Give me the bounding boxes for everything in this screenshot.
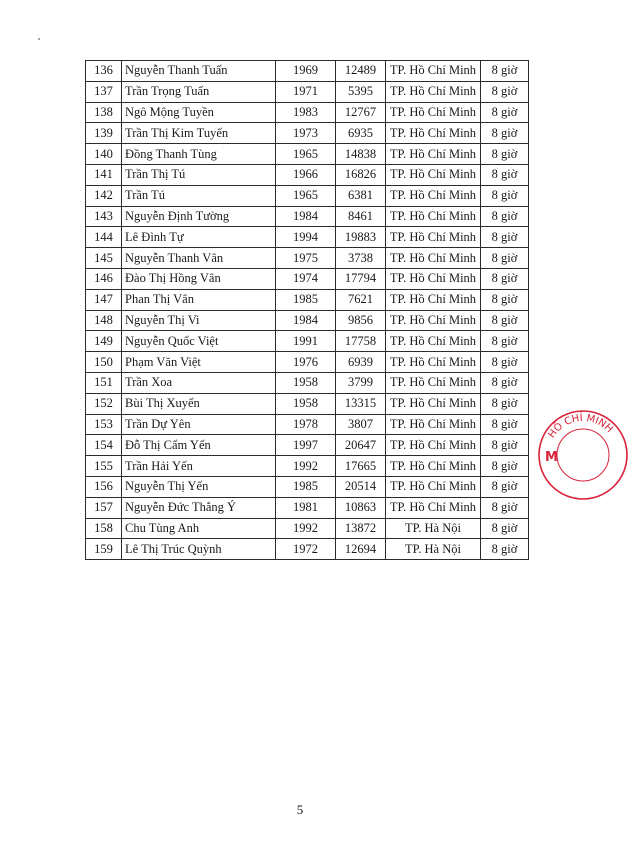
cell-hours: 8 giờ — [481, 206, 529, 227]
cell-name: Bùi Thị Xuyến — [122, 393, 276, 414]
cell-stt: 154 — [86, 435, 122, 456]
cell-name: Nguyễn Thị Yến — [122, 476, 276, 497]
table-row — [86, 435, 529, 456]
cell-birth-year: 1969 — [276, 61, 336, 82]
cell-number: 6381 — [336, 185, 386, 206]
table-row — [86, 248, 529, 269]
cell-number: 13872 — [336, 518, 386, 539]
table-row — [86, 539, 529, 560]
cell-birth-year: 1976 — [276, 352, 336, 373]
cell-city: TP. Hồ Chí Minh — [386, 497, 481, 518]
cell-number: 3799 — [336, 372, 386, 393]
table-row — [86, 497, 529, 518]
red-seal-stamp — [533, 405, 633, 505]
cell-name: Trần Thị Tú — [122, 164, 276, 185]
cell-birth-year: 1991 — [276, 331, 336, 352]
cell-birth-year: 1985 — [276, 289, 336, 310]
cell-hours: 8 giờ — [481, 352, 529, 373]
seal-ring-text: HỒ CHÍ MINH — [546, 412, 615, 441]
cell-number: 16826 — [336, 164, 386, 185]
svg-text:HỒ CHÍ MINH — [546, 411, 614, 440]
table-row — [86, 102, 529, 123]
cell-hours: 8 giờ — [481, 81, 529, 102]
cell-stt: 144 — [86, 227, 122, 248]
cell-stt: 142 — [86, 185, 122, 206]
cell-hours: 8 giờ — [481, 164, 529, 185]
cell-city: TP. Hồ Chí Minh — [386, 352, 481, 373]
cell-name: Nguyễn Quốc Việt — [122, 331, 276, 352]
cell-hours: 8 giờ — [481, 497, 529, 518]
cell-name: Phan Thị Vân — [122, 289, 276, 310]
cell-city: TP. Hồ Chí Minh — [386, 476, 481, 497]
seal-letter: M — [545, 450, 558, 465]
cell-hours: 8 giờ — [481, 518, 529, 539]
cell-name: Lê Đình Tự — [122, 227, 276, 248]
cell-number: 17665 — [336, 456, 386, 477]
cell-name: Nguyễn Thanh Vân — [122, 248, 276, 269]
cell-name: Chu Tùng Anh — [122, 518, 276, 539]
cell-hours: 8 giờ — [481, 144, 529, 165]
cell-number: 5395 — [336, 81, 386, 102]
cell-name: Phạm Văn Việt — [122, 352, 276, 373]
cell-hours: 8 giờ — [481, 310, 529, 331]
table-row — [86, 331, 529, 352]
cell-hours: 8 giờ — [481, 227, 529, 248]
cell-stt: 136 — [86, 61, 122, 82]
cell-stt: 157 — [86, 497, 122, 518]
table-row — [86, 123, 529, 144]
cell-name: Trần Tú — [122, 185, 276, 206]
cell-city: TP. Hồ Chí Minh — [386, 331, 481, 352]
table-row — [86, 268, 529, 289]
cell-stt: 159 — [86, 539, 122, 560]
table-row — [86, 372, 529, 393]
cell-stt: 139 — [86, 123, 122, 144]
cell-stt: 148 — [86, 310, 122, 331]
cell-stt: 155 — [86, 456, 122, 477]
cell-stt: 138 — [86, 102, 122, 123]
cell-number: 10863 — [336, 497, 386, 518]
cell-hours: 8 giờ — [481, 435, 529, 456]
cell-stt: 153 — [86, 414, 122, 435]
cell-number: 12694 — [336, 539, 386, 560]
table-row — [86, 144, 529, 165]
cell-birth-year: 1984 — [276, 206, 336, 227]
table-row — [86, 185, 529, 206]
cell-number: 12489 — [336, 61, 386, 82]
cell-birth-year: 1974 — [276, 268, 336, 289]
page-number: 5 — [296, 802, 304, 817]
cell-birth-year: 1978 — [276, 414, 336, 435]
cell-name: Nguyễn Thanh Tuấn — [122, 61, 276, 82]
cell-hours: 8 giờ — [481, 331, 529, 352]
cell-birth-year: 1975 — [276, 248, 336, 269]
cell-number: 20514 — [336, 476, 386, 497]
table-row — [86, 456, 529, 477]
cell-hours: 8 giờ — [481, 539, 529, 560]
cell-hours: 8 giờ — [481, 372, 529, 393]
cell-city: TP. Hồ Chí Minh — [386, 61, 481, 82]
cell-city: TP. Hồ Chí Minh — [386, 144, 481, 165]
table-row — [86, 227, 529, 248]
cell-birth-year: 1985 — [276, 476, 336, 497]
cell-birth-year: 1983 — [276, 102, 336, 123]
cell-name: Trần Trọng Tuấn — [122, 81, 276, 102]
cell-stt: 145 — [86, 248, 122, 269]
cell-birth-year: 1965 — [276, 144, 336, 165]
cell-name: Trần Hải Yến — [122, 456, 276, 477]
cell-name: Trần Dự Yên — [122, 414, 276, 435]
cell-name: Lê Thị Trúc Quỳnh — [122, 539, 276, 560]
cell-number: 20647 — [336, 435, 386, 456]
cell-city: TP. Hồ Chí Minh — [386, 227, 481, 248]
cell-hours: 8 giờ — [481, 289, 529, 310]
cell-hours: 8 giờ — [481, 456, 529, 477]
cell-birth-year: 1992 — [276, 518, 336, 539]
cell-city: TP. Hà Nội — [386, 539, 481, 560]
table-row — [86, 393, 529, 414]
cell-number: 9856 — [336, 310, 386, 331]
cell-stt: 143 — [86, 206, 122, 227]
cell-birth-year: 1973 — [276, 123, 336, 144]
cell-number: 12767 — [336, 102, 386, 123]
cell-birth-year: 1966 — [276, 164, 336, 185]
cell-city: TP. Hồ Chí Minh — [386, 289, 481, 310]
cell-stt: 149 — [86, 331, 122, 352]
cell-hours: 8 giờ — [481, 248, 529, 269]
cell-stt: 151 — [86, 372, 122, 393]
cell-hours: 8 giờ — [481, 185, 529, 206]
table-row — [86, 310, 529, 331]
cell-city: TP. Hồ Chí Minh — [386, 393, 481, 414]
cell-birth-year: 1994 — [276, 227, 336, 248]
cell-hours: 8 giờ — [481, 476, 529, 497]
cell-birth-year: 1984 — [276, 310, 336, 331]
scan-speck — [38, 38, 40, 40]
cell-stt: 140 — [86, 144, 122, 165]
table-row — [86, 518, 529, 539]
cell-hours: 8 giờ — [481, 102, 529, 123]
cell-city: TP. Hồ Chí Minh — [386, 310, 481, 331]
cell-birth-year: 1965 — [276, 185, 336, 206]
table-row — [86, 164, 529, 185]
cell-city: TP. Hồ Chí Minh — [386, 268, 481, 289]
cell-name: Trần Thị Kim Tuyến — [122, 123, 276, 144]
cell-city: TP. Hồ Chí Minh — [386, 414, 481, 435]
cell-number: 3738 — [336, 248, 386, 269]
cell-birth-year: 1971 — [276, 81, 336, 102]
cell-hours: 8 giờ — [481, 123, 529, 144]
cell-stt: 147 — [86, 289, 122, 310]
cell-name: Đào Thị Hồng Vân — [122, 268, 276, 289]
cell-birth-year: 1997 — [276, 435, 336, 456]
cell-name: Nguyễn Định Tường — [122, 206, 276, 227]
cell-birth-year: 1992 — [276, 456, 336, 477]
cell-birth-year: 1958 — [276, 372, 336, 393]
cell-city: TP. Hồ Chí Minh — [386, 81, 481, 102]
table-row — [86, 414, 529, 435]
cell-name: Đồng Thanh Tùng — [122, 144, 276, 165]
cell-stt: 150 — [86, 352, 122, 373]
table-row — [86, 289, 529, 310]
cell-city: TP. Hồ Chí Minh — [386, 102, 481, 123]
cell-birth-year: 1981 — [276, 497, 336, 518]
cell-number: 6939 — [336, 352, 386, 373]
table-row — [86, 61, 529, 82]
cell-stt: 152 — [86, 393, 122, 414]
table-row — [86, 206, 529, 227]
cell-number: 13315 — [336, 393, 386, 414]
table-row — [86, 81, 529, 102]
cell-city: TP. Hồ Chí Minh — [386, 206, 481, 227]
cell-name: Đỗ Thị Cẩm Yến — [122, 435, 276, 456]
cell-city: TP. Hồ Chí Minh — [386, 248, 481, 269]
cell-stt: 146 — [86, 268, 122, 289]
cell-hours: 8 giờ — [481, 393, 529, 414]
cell-name: Trần Xoa — [122, 372, 276, 393]
cell-stt: 141 — [86, 164, 122, 185]
cell-number: 6935 — [336, 123, 386, 144]
cell-hours: 8 giờ — [481, 268, 529, 289]
cell-hours: 8 giờ — [481, 414, 529, 435]
cell-name: Ngô Mộng Tuyền — [122, 102, 276, 123]
cell-hours: 8 giờ — [481, 61, 529, 82]
cell-number: 17794 — [336, 268, 386, 289]
cell-stt: 156 — [86, 476, 122, 497]
cell-number: 3807 — [336, 414, 386, 435]
member-table-body — [86, 61, 529, 560]
cell-birth-year: 1958 — [276, 393, 336, 414]
cell-city: TP. Hồ Chí Minh — [386, 164, 481, 185]
cell-name: Nguyễn Thị Vi — [122, 310, 276, 331]
table-row — [86, 352, 529, 373]
cell-city: TP. Hồ Chí Minh — [386, 435, 481, 456]
table-row — [86, 476, 529, 497]
member-table — [85, 60, 529, 560]
cell-city: TP. Hồ Chí Minh — [386, 185, 481, 206]
cell-number: 14838 — [336, 144, 386, 165]
cell-city: TP. Hồ Chí Minh — [386, 456, 481, 477]
cell-number: 8461 — [336, 206, 386, 227]
cell-city: TP. Hồ Chí Minh — [386, 123, 481, 144]
cell-number: 17758 — [336, 331, 386, 352]
cell-number: 7621 — [336, 289, 386, 310]
cell-name: Nguyễn Đức Thắng Ý — [122, 497, 276, 518]
cell-birth-year: 1972 — [276, 539, 336, 560]
cell-stt: 158 — [86, 518, 122, 539]
cell-number: 19883 — [336, 227, 386, 248]
cell-stt: 137 — [86, 81, 122, 102]
cell-city: TP. Hà Nội — [386, 518, 481, 539]
cell-city: TP. Hồ Chí Minh — [386, 372, 481, 393]
